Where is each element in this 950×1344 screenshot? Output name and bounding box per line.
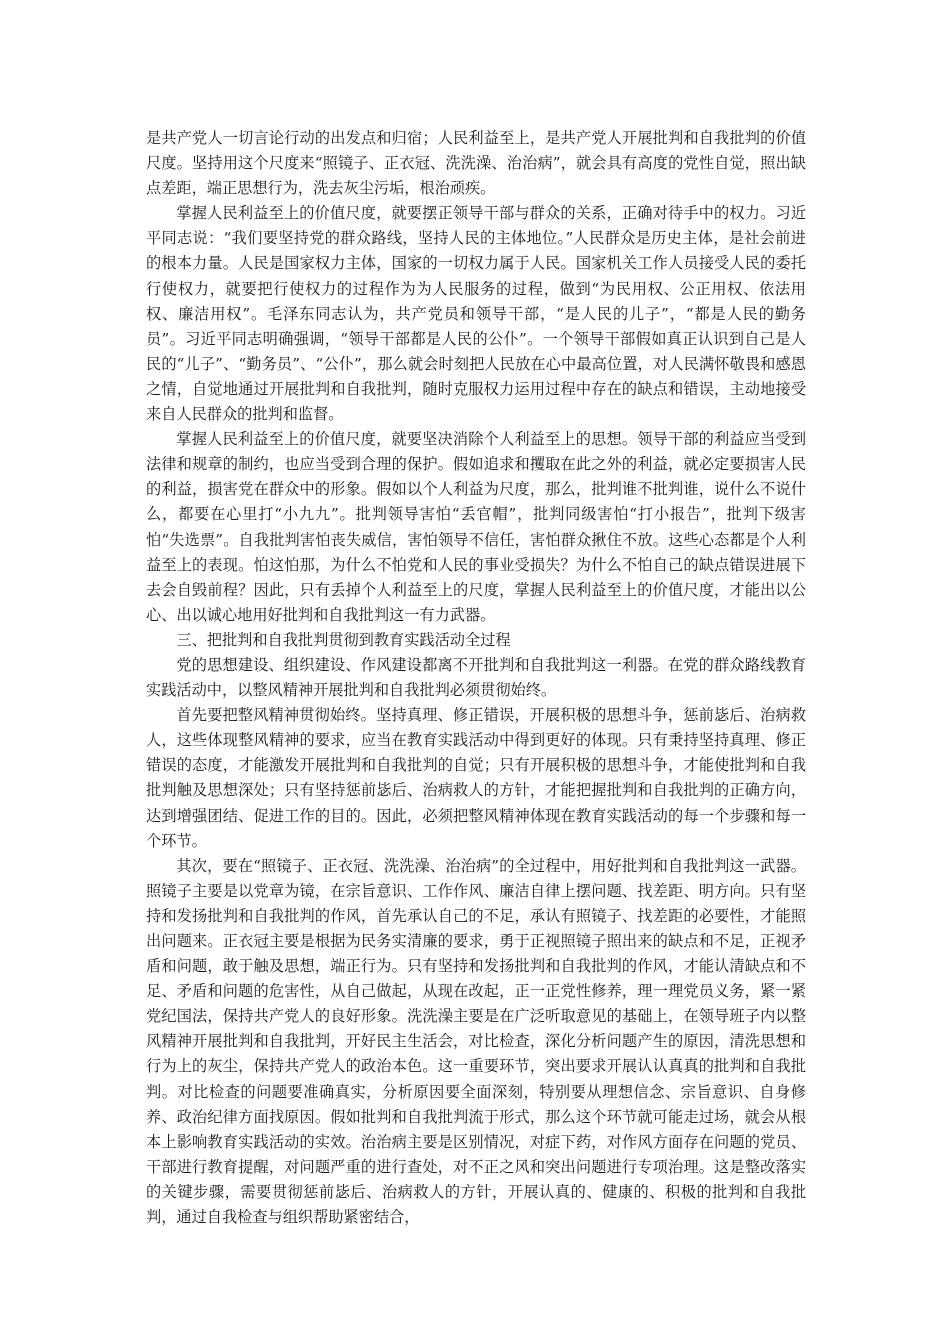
body-paragraph: 其次，要在“照镜子、正衣冠、洗洗澡、治治病”的全过程中，用好批判和自我批判这一武器。照镜子主要是以党章为镜，在宗旨意识、工作作风、廉洁自律上摆问题、找差距、明方向。只有坚持和发扬批判和自我批判的作风，首先承认自己的不足，承认有照镜子、找差距的必要性，才能照出问题来。正衣冠主要是根据为民务实清廉的要求，勇于正视照镜子照出来的缺点和不足，正视矛盾和问题，敢于触及思想，端正行为。只有坚持和发扬批判和自我批判的作风，才能认清缺点和不足、矛盾和问题的危害性，从自己做起，从现在改起，正一正党性修养，理一理党员义务，紧一紧党纪国法，保持共产党人的良好形象。洗洗澡主要是在广泛听取意见的基础上，在领导班子内以整风精神开展批判和自我批判，开好民主生活会，对比检查，深化分析问题产生的原因，清洗思想和行为上的灰尘，保持共产党人的政治本色。这一重要环节，突出要求开展认认真真的批判和自我批判。对比检查的问题要准确真实，分析原因要全面深刻，特别要从理想信念、宗旨意识、自身修养、政治纪律方面找原因。假如批判和自我批判流于形式，那么这个环节就可能走过场，就会从根本上影响教育实践活动的实效。治治病主要是区别情况，对症下药，对作风方面存在问题的党员、干部进行教育提醒，对问题严重的进行查处，对不正之风和突出问题进行专项治理。这是整改落实的关键步骤，需要贯彻惩前毖后、治病救人的方针，开展认真的、健康的、积极的批判和自我批判，通过自我检查与组织帮助紧密结合，: [146, 856, 806, 1227]
body-paragraph: 首先要把整风精神贯彻始终。坚持真理、修正错误，开展积极的思想斗争，惩前毖后、治病救人，这些体现整风精神的要求，应当在教育实践活动中得到更好的体现。只有秉持坚持真理、修正错误的态度，才能激发开展批判和自我批判的自觉；只有开展积极的思想斗争，才能使批判和自我批判触及思想深处；只有坚持惩前毖后、治病救人的方针，才能把握批判和自我批判的正确方向，达到增强团结、促进工作的目的。因此，必须把整风精神体现在教育实践活动的每一个步骤和每一个环节。: [146, 706, 806, 850]
body-paragraph: 掌握人民利益至上的价值尺度，就要坚决消除个人利益至上的思想。领导干部的利益应当受到法律和规章的制约，也应当受到合理的保护。假如追求和攫取在此之外的利益，就必定要损害人民的利益，损害党在群众中的形象。假如以个人利益为尺度，那么，批判谁不批判谁，说什么不说什么，都要在心里打“小九九”。批判领导害怕“丢官帽”，批判同级害怕“打小报告”，批判下级害怕“失选票”。自我批判害怕丧失威信，害怕领导不信任，害怕群众揪住不放。这些心态都是个人利益至上的表现。怕这怕那，为什么不怕党和人民的事业受损失？为什么不怕自己的缺点错误进展下去会自毁前程？因此，只有丢掉个人利益至上的尺度，掌握人民利益至上的价值尺度，才能出以公心、出以诚心地用好批判和自我批判这一有力武器。: [146, 430, 806, 624]
body-paragraph: 是共产党人一切言论行动的出发点和归宿；人民利益至上，是共产党人开展批判和自我批判的价值尺度。坚持用这个尺度来“照镜子、正衣冠、洗洗澡、治治病”，就会具有高度的党性自觉，照出缺点差距，端正思想行为，洗去灰尘污垢，根治顽疾。: [146, 129, 806, 198]
body-paragraph: 党的思想建设、组织建设、作风建设都离不开批判和自我批判这一利器。在党的群众路线教育实践活动中，以整风精神开展批判和自我批判必须贯彻始终。: [146, 655, 806, 700]
document-page: [146, 126, 806, 1230]
section-heading: 三、把批判和自我批判贯彻到教育实践活动全过程: [176, 630, 511, 649]
body-paragraph: 掌握人民利益至上的价值尺度，就要摆正领导干部与群众的关系，正确对待手中的权力。习近平同志说：“我们要坚持党的群众路线，坚持人民的主体地位。”人民群众是历史主体，是社会前进的根本力量。人民是国家权力主体，国家的一切权力属于人民。国家机关工作人员接受人民的委托行使权力，就要把行使权力的过程作为为人民服务的过程，做到“为民用权、公正用权、依法用权、廉洁用权”。毛泽东同志认为，共产党员和领导干部，“是人民的儿子”，“都是人民的勤务员”。习近平同志明确强调，“领导干部都是人民的公仆”。一个领导干部假如真正认识到自己是人民的“儿子”、“勤务员”、“公仆”，那么就会时刻把人民放在心中最高位置，对人民满怀敬畏和感恩之情，自觉地通过开展批判和自我批判，随时克服权力运用过程中存在的缺点和错误，主动地接受来自人民群众的批判和监督。: [146, 204, 806, 424]
